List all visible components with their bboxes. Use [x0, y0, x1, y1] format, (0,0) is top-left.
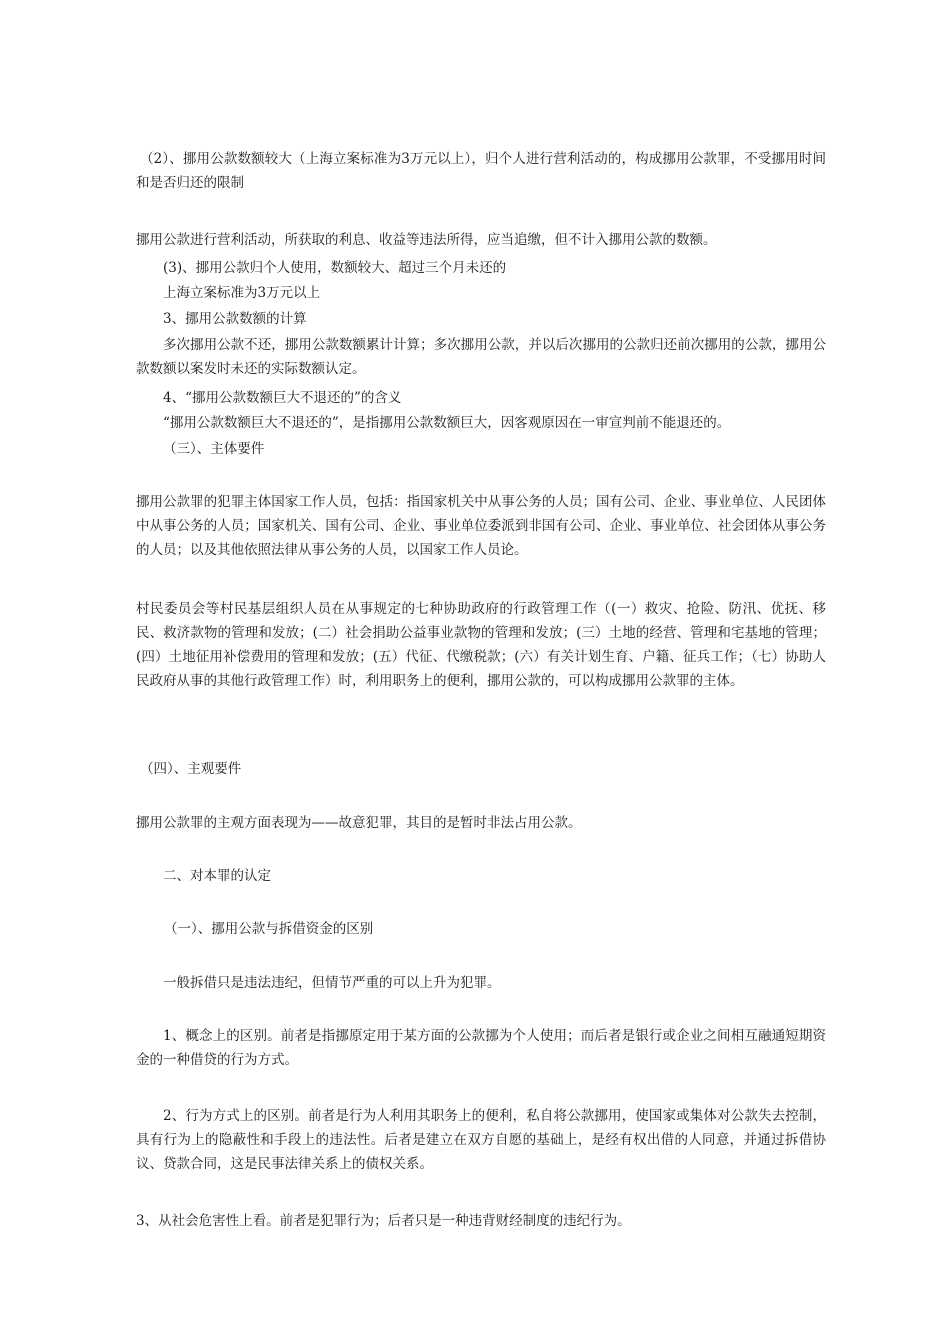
paragraph-2: 挪用公款进行营利活动，所获取的利息、收益等违法所得，应当追缴，但不计入挪用公款的数额。	[136, 232, 717, 248]
paragraph-6: 多次挪用公款不还，挪用公款数额累计计算；多次挪用公款，并以后次挪用的公款归还前次挪用的公款，挪用公款数额以案发时未还的实际数额认定。	[136, 337, 826, 377]
paragraph-7: 4、“挪用公款数额巨大不退还的”的含义	[163, 390, 402, 406]
paragraph-5: 3、挪用公款数额的计算	[163, 311, 307, 327]
paragraph-17: 1、概念上的区别。前者是指挪原定用于某方面的公款挪为个人使用；而后者是银行或企业之间相互融通短期资金的一种借贷的行为方式。	[136, 1028, 826, 1068]
paragraph-13: 挪用公款罪的主观方面表现为——故意犯罪，其目的是暂时非法占用公款。	[136, 815, 582, 831]
paragraph-4: 上海立案标准为3万元以上	[163, 285, 321, 301]
paragraph-9: （三）、主体要件	[163, 441, 265, 457]
paragraph-11: 村民委员会等村民基层组织人员在从事规定的七种协助政府的行政管理工作（(一）救灾、抢险、防汛、优抚、移民、救济款物的管理和发放；(二）社会捐助公益事业款物的管理和发放；(三）土地的经营、管理和宅基地的管理；(四）土地征用补偿费用的管理和发放；(五）代征、代缴税款；(六）有关计划生育、户籍、征兵工作；（七）协助人民政府从事的其他行政管理工作）时，利用职务上的便利，挪用公款的，可以构成挪用公款罪的主体。	[136, 601, 826, 689]
paragraph-8: “挪用公款数额巨大不退还的”，是指挪用公款数额巨大，因客观原因在一审宣判前不能退还的。	[163, 415, 731, 431]
paragraph-3: (3)、挪用公款归个人使用，数额较大、超过三个月未还的	[163, 260, 507, 276]
paragraph-15: （一）、挪用公款与拆借资金的区别	[164, 921, 374, 937]
paragraph-14: 二、对本罪的认定	[163, 868, 271, 884]
paragraph-12: （四）、主观要件	[140, 761, 242, 777]
paragraph-18: 2、行为方式上的区别。前者是行为人利用其职务上的便利，私自将公款挪用，使国家或集体对公款失去控制，具有行为上的隐蔽性和手段上的违法性。后者是建立在双方自愿的基础上，是经有权出借的人同意，并通过拆借协议、贷款合同，这是民事法律关系上的债权关系。	[136, 1108, 826, 1172]
paragraph-16: 一般拆借只是违法违纪，但情节严重的可以上升为犯罪。	[163, 975, 501, 991]
paragraph-10: 挪用公款罪的犯罪主体国家工作人员，包括：指国家机关中从事公务的人员；国有公司、企业、事业单位、人民团体中从事公务的人员；国家机关、国有公司、企业、事业单位委派到非国有公司、企业、事业单位、社会团体从事公务的人员；以及其他依照法律从事公务的人员，以国家工作人员论。	[136, 494, 826, 558]
paragraph-19: 3、从社会危害性上看。前者是犯罪行为；后者只是一种违背财经制度的违纪行为。	[136, 1213, 631, 1229]
paragraph-1: （2）、挪用公款数额较大（上海立案标准为3万元以上），归个人进行营利活动的，构成挪用公款罪，不受挪用时间和是否归还的限制	[136, 151, 826, 191]
